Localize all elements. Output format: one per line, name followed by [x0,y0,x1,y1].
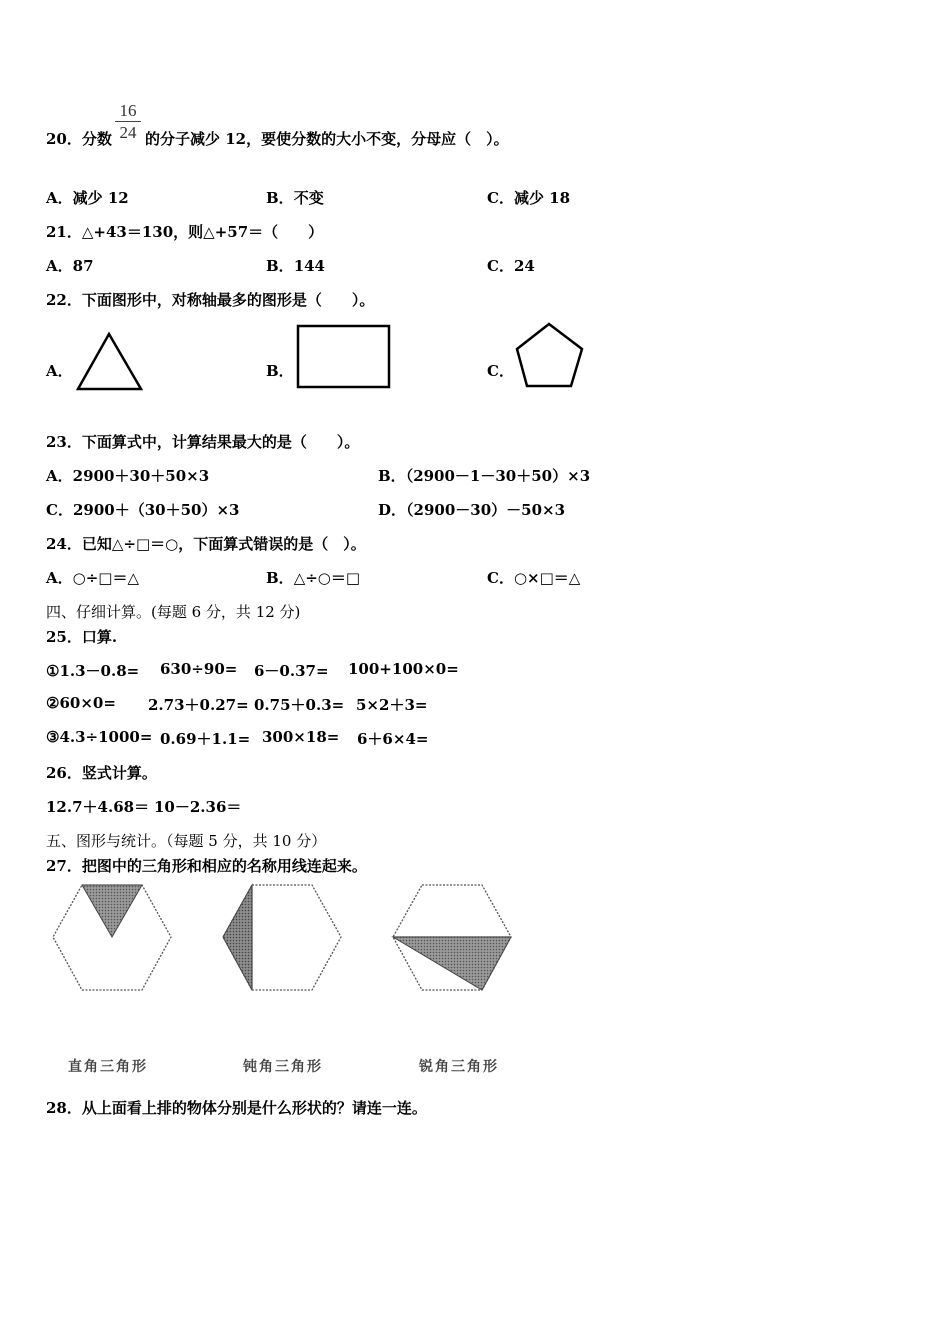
calc-item: 300×18= [262,728,340,746]
q24-option-a[interactable]: A．○÷□＝△ [46,569,140,587]
calc-item: ③4.3÷1000= [46,728,153,746]
q20-option-b[interactable]: B．不变 [266,189,324,207]
label-right-triangle[interactable]: 直角三角形 [68,1059,148,1075]
vertical-calc-item: 12.7＋4.68＝ [46,798,150,816]
calc-item: 6－0.37= [254,662,329,680]
q20-option-c[interactable]: C．减少 18 [487,189,571,207]
q20-text: 的分子减少 12，要使分数的大小不变，分母应（ ）。 [145,130,509,148]
calc-item: 0.75＋0.3= [254,696,345,714]
q21-text: 21．△+43＝130，则△+57＝（ ） [46,223,324,241]
q23-option-d[interactable]: D．（2900－30）－50×3 [378,501,566,519]
q25-text: 25．口算. [46,628,118,646]
rectangle-shape [296,324,392,390]
calc-item: 5×2＋3= [356,696,428,714]
q22-option-b-letter[interactable]: B． [266,362,294,380]
fraction [115,102,141,142]
q21-option-c[interactable]: C．24 [487,257,535,275]
label-obtuse-triangle[interactable]: 钝角三角形 [243,1059,323,1075]
q24-text: 24．已知△÷□＝○，下面算式错误的是（ ）。 [46,535,366,553]
pentagon-shape [514,320,586,390]
q26-text: 26．竖式计算。 [46,764,157,782]
fraction-bar [115,121,141,122]
hexagon-figure-2 [220,882,346,994]
vertical-calc-item: 10－2.36＝ [154,798,242,816]
section-four-heading: 四、仔细计算。(每题 6 分，共 12 分) [46,603,301,621]
calc-item: 630÷90= [160,660,238,678]
q23-option-b[interactable]: B．（2900－1－30＋50）×3 [378,467,591,485]
q23-option-a[interactable]: A．2900＋30＋50×3 [46,467,210,485]
q22-text: 22．下面图形中，对称轴最多的图形是（ ）。 [46,291,375,309]
q20-option-a[interactable]: A．减少 12 [46,189,129,207]
q23-text: 23．下面算式中，计算结果最大的是（ ）。 [46,433,360,451]
q21-option-b[interactable]: B．144 [266,257,325,275]
fraction-numerator: 16 [119,101,137,120]
q23-option-c[interactable]: C．2900＋（30＋50）×3 [46,501,240,519]
triangle-shape [76,330,146,392]
calc-item: ②60×0= [46,694,116,712]
q27-text: 27．把图中的三角形和相应的名称用线连起来。 [46,857,367,875]
q24-option-c[interactable]: C．○×□＝△ [487,569,581,587]
label-acute-triangle[interactable]: 锐角三角形 [419,1059,499,1075]
q22-option-c-letter[interactable]: C． [487,362,514,380]
q21-option-a[interactable]: A．87 [46,257,94,275]
q24-option-b[interactable]: B．△÷○＝□ [266,569,361,587]
q20-prefix: 20．分数 [46,130,112,148]
calc-item: 0.69＋1.1= [160,730,251,748]
fraction-denominator: 24 [119,123,137,142]
q22-option-a-letter[interactable]: A． [46,362,73,380]
calc-item: 100+100×0= [348,660,459,678]
hexagon-figure-1 [50,882,176,994]
calc-item: 6＋6×4= [357,730,429,748]
calc-item: ①1.3－0.8= [46,662,140,680]
calc-item: 2.73＋0.27= [148,696,249,714]
hexagon-figure-3 [390,882,516,994]
section-five-heading: 五、图形与统计。（每题 5 分，共 10 分） [46,832,327,850]
q28-text: 28．从上面看上排的物体分别是什么形状的？请连一连。 [46,1099,427,1117]
